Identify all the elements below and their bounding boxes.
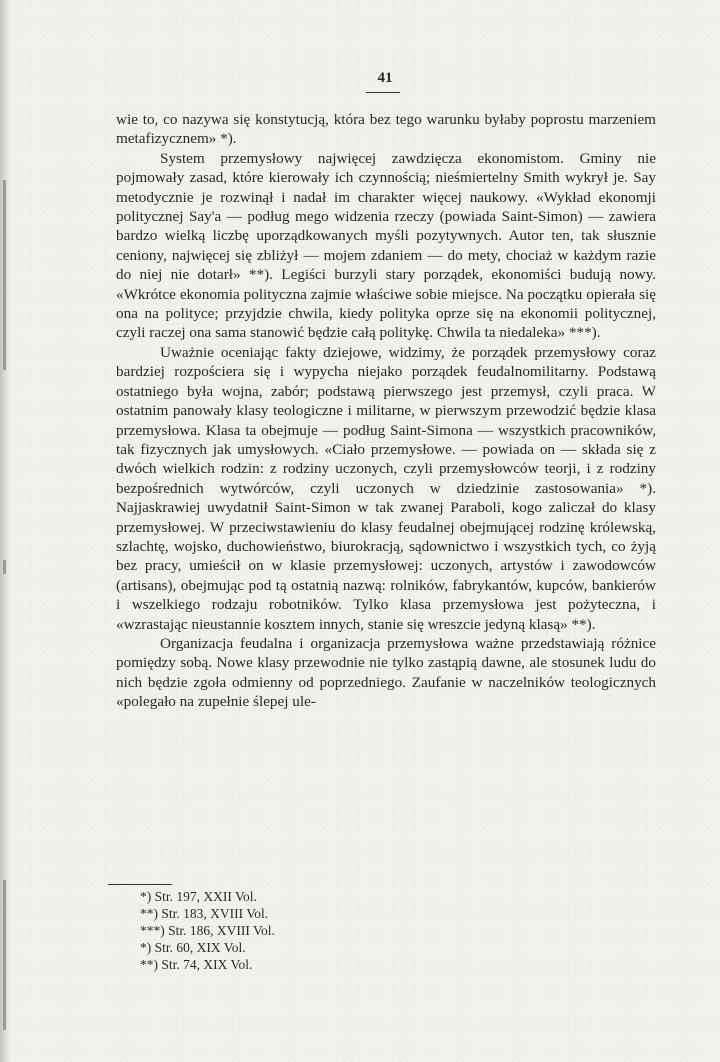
footnote-4: *) Str. 60, XIX Vol. [140,940,246,955]
footnote-separator [108,884,172,885]
edge-mark [3,560,6,574]
edge-mark [3,180,6,370]
edge-mark [3,880,6,1030]
paragraph-3: Uważnie oceniając fakty dziejowe, widzimy, że porządek przemysłowy coraz bardziej rozpościera się i wypycha niejako porządek feudalnomilitarny. Podstawą ostatniego była wojna, zabór; podstawą pierwszego jest przemysł, czyli praca. W ostatnim panowały klasy teologiczne i militarne, w pierwszym przewodzić będzie klasa przemysłowa. Klasa ta obejmuje — podług Saint-Simona — wszystkich pracowników, tak fizycznych jak umysłowych. «Ciało przemysłowe. — powiada on — składa się z dwóch wielkich rodzin: z rodziny uczonych, czyli przemysłowców teorji, i z rodziny bezpośrednich wytwórców, czyli uczonych w dziedzinie zastosowania» *). Najjaskrawiej uwydatnił Saint-Simon w tak zwanej Paraboli, kogo zaliczał do klasy przemysłowej. W przeciwstawieniu do klasy feudalnej obejmującej rodzinę królewską, szlachtę, wojsko, duchowieństwo, biurokracją, sądownictwo i wszystkich tych, co żyją bez pracy, umieścił on w klasie przemysłowej: uczonych, artystów i zawodowców (artisans), obejmując pod tą ostatnią nazwą: rolników, fabrykantów, kupców, bankierów i wszelkiego rodzaju robotników. Tylko klasa przemysłowa jest pożyteczna, i «wzrastając nieustannie kosztem innych, stanie się wreszcie jedyną klasą» **). [116,343,656,633]
paragraph-4: Organizacja feudalna i organizacja przemysłowa ważne przedstawiają różnice pomiędzy sobą. Nowe klasy przewodnie nie tylko zastąpią dawne, ale stosunek ludu do nich będzie zgoła odmienny od poprzedniego. Zaufanie w naczelników teologicznych «polegało na zupełnie ślepej ule- [116,634,656,711]
paragraph-2: System przemysłowy najwięcej zawdzięcza ekonomistom. Gminy nie pojmowały zasad, które kierowały ich czynnością; nieśmiertelny Smith wykrył je. Say metodycznie je rozwinął i nadał im charakter więcej naukowy. «Wykład ekonomji politycznej Say'a — podług mego widzenia rzeczy (powiada Saint-Simon) — zawiera bardzo wielką liczbę uporządkowanych myśli pozytywnych. Autor ten, tak słusznie ceniony, najwięcej się zbliżył — mojem zdaniem — do mety, chociaż w każdym razie do niej nie dotarł» **). Legiści burzyli stary porządek, ekonomiści budują nowy. «Wkrótce ekonomia polityczna zajmie właściwe sobie miejsce. Na początku opierała się ona na polityce; przyjdzie chwila, kiedy polityka oprze się na ekonomii politycznej, czyli raczej ona sama stanowić będzie całą politykę. Chwila ta niedaleka» ***). [116,149,656,342]
paragraph-1: wie to, co nazywa się konstytucją, która bez tego warunku byłaby poprostu marzeniem metafizycznem» *). [116,111,656,148]
body-text [116,110,656,712]
page-number-underline [366,92,400,93]
page-number: 41 [377,70,393,86]
footnote-3: ***) Str. 186, XVIII Vol. [140,923,275,938]
footnote-5: **) Str. 74, XIX Vol. [140,957,253,972]
footnotes [140,888,440,973]
footnote-1: *) Str. 197, XXII Vol. [140,889,257,904]
footnote-2: **) Str. 183, XVIII Vol. [140,906,269,921]
